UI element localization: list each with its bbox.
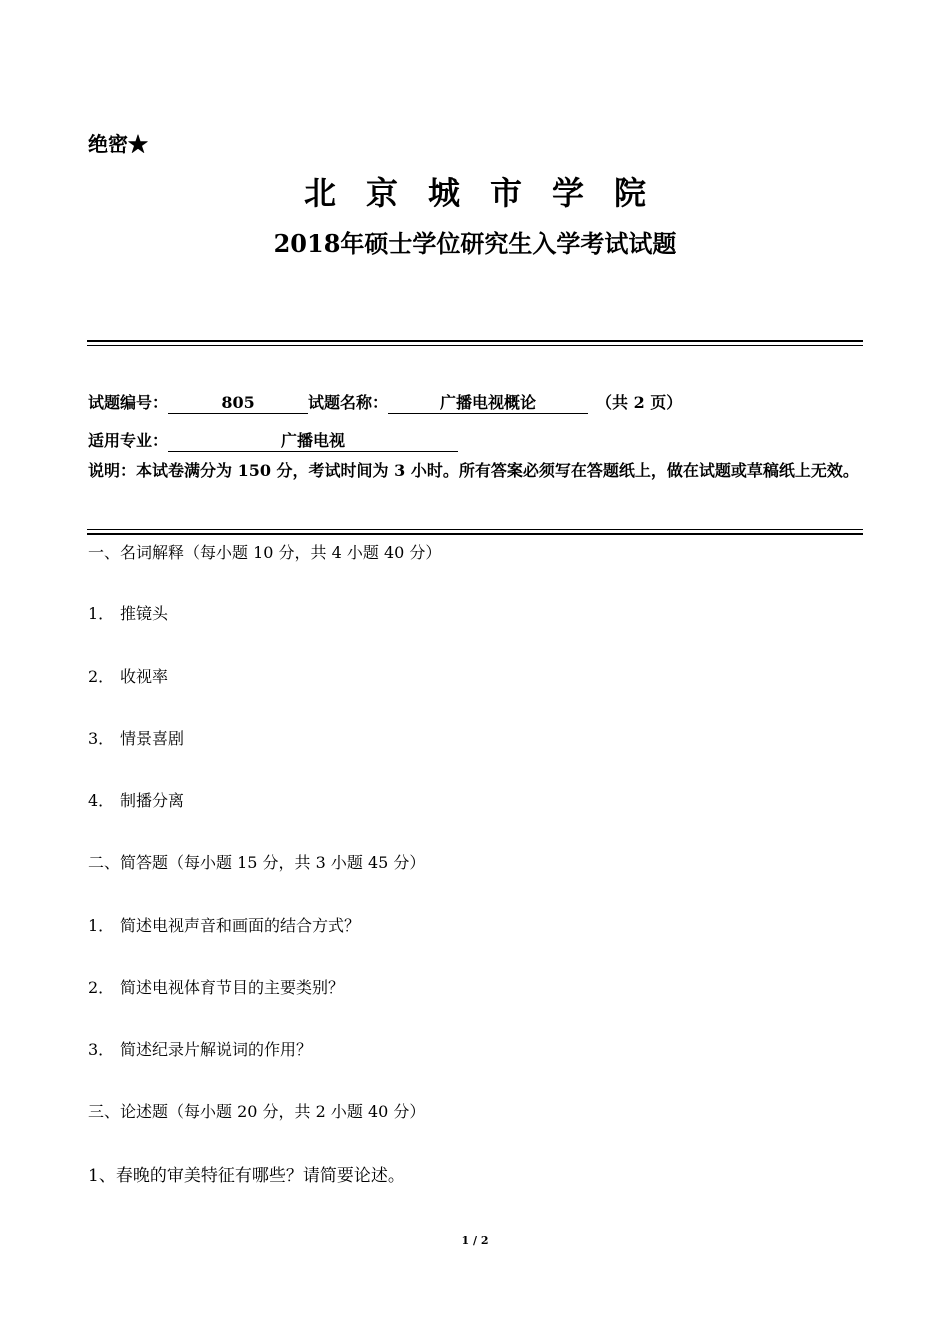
question-number: 1．	[88, 916, 115, 935]
question-item	[88, 1161, 405, 1186]
school-name: 北京城市学院	[303, 174, 676, 212]
question-number: 1．	[88, 604, 115, 623]
question-text: 春晚的审美特征有哪些？请简要论述。	[115, 1166, 405, 1186]
question-number: 1、	[88, 1166, 116, 1186]
question-text: 收视率	[120, 667, 169, 686]
question-item	[88, 788, 184, 811]
question-item	[88, 1037, 312, 1060]
exam-title: 2018年硕士学位研究生入学考试试题	[273, 229, 677, 258]
question-item	[88, 913, 360, 936]
section-title: 三、论述题（每小题 20 分，共 2 小题 40 分）	[88, 1102, 426, 1121]
major-label: 适用专业：	[88, 431, 169, 450]
question-number: 3．	[88, 729, 115, 748]
major-row	[88, 428, 458, 452]
header-divider-top	[87, 340, 863, 342]
section-title: 一、名词解释（每小题 10 分，共 4 小题 40 分）	[88, 543, 442, 562]
exam-instructions: 说明：本试卷满分为 150 分，考试时间为 3 小时。所有答案必须写在答题纸上，做在试题或草稿纸上无效。	[88, 461, 859, 480]
question-text: 制播分离	[120, 791, 185, 810]
exam-name-value: 广播电视概论	[388, 393, 588, 414]
question-number: 2．	[88, 978, 115, 997]
body-divider-bottom	[87, 533, 863, 535]
exam-code-label: 试题编号：	[88, 393, 169, 412]
question-text: 简述电视声音和画面的结合方式？	[120, 916, 361, 935]
question-item	[88, 726, 184, 749]
question-item	[88, 601, 168, 624]
question-text: 推镜头	[120, 604, 169, 623]
question-text: 简述纪录片解说词的作用？	[120, 1040, 313, 1059]
body-divider-top	[87, 529, 863, 530]
exam-name-label: 试题名称：	[308, 393, 389, 412]
section-title: 二、简答题（每小题 15 分，共 3 小题 45 分）	[88, 853, 426, 872]
classification-label: 绝密★	[88, 132, 148, 156]
exam-code-value: 805	[168, 393, 308, 414]
question-item	[88, 664, 168, 687]
exam-code-row	[88, 390, 682, 414]
question-number: 3．	[88, 1040, 115, 1059]
question-number: 4．	[88, 791, 115, 810]
page-count: （共 2 页）	[596, 393, 683, 412]
major-value: 广播电视	[168, 431, 458, 452]
question-number: 2．	[88, 667, 115, 686]
question-text: 情景喜剧	[120, 729, 185, 748]
question-text: 简述电视体育节目的主要类别？	[120, 978, 345, 997]
page-number: 1 / 2	[461, 1234, 489, 1247]
question-item	[88, 975, 344, 998]
header-divider-bottom	[87, 345, 863, 346]
